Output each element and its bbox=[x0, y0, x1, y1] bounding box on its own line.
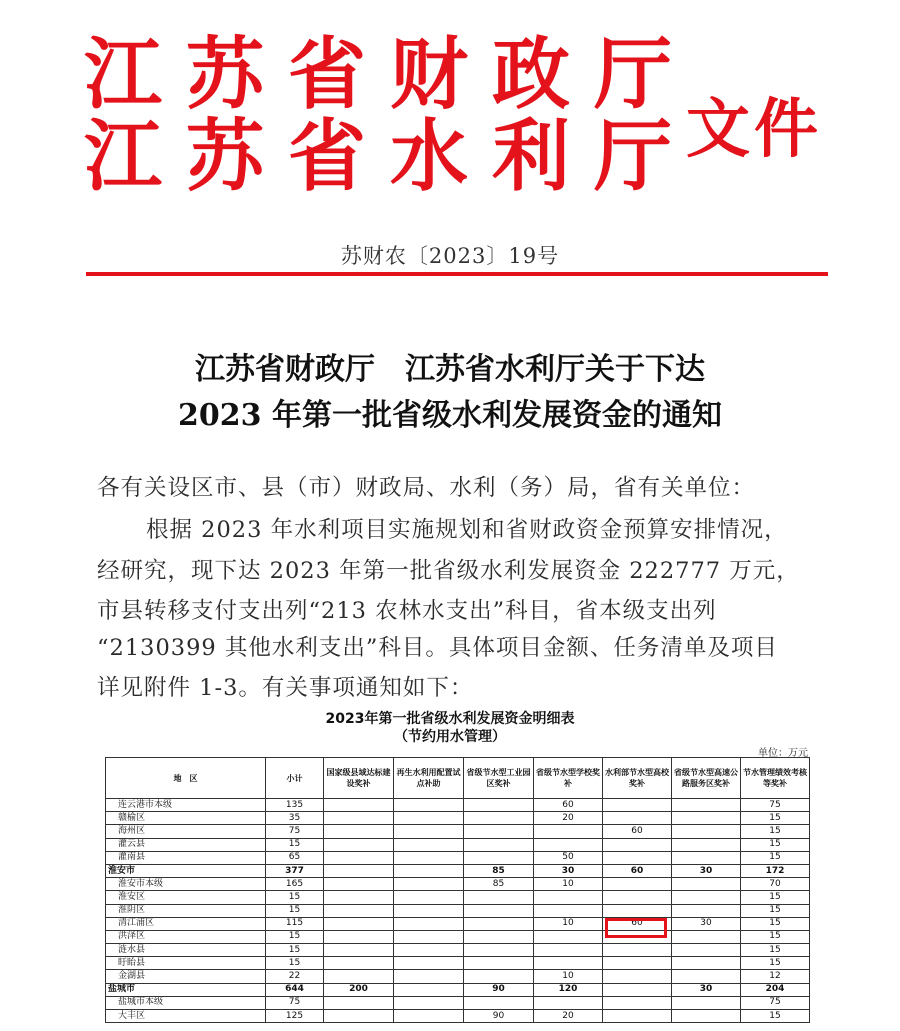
body-line-5: “2130399 其他水利支出”科目。具体项目金额、任务清单及项目 bbox=[97, 635, 778, 661]
region-cell: 洪泽区 bbox=[106, 930, 266, 943]
value-cell bbox=[672, 1010, 741, 1023]
region-cell: 涟水县 bbox=[106, 944, 266, 957]
body-line-3: 经研究，现下达 2023 年第一批省级水利发展资金 222777 万元， bbox=[97, 558, 800, 584]
column-header: 节水管理绩效考核等奖补 bbox=[741, 758, 810, 799]
value-cell: 120 bbox=[534, 983, 603, 996]
table-title: 2023年第一批省级水利发展资金明细表 bbox=[325, 711, 575, 727]
value-cell: 75 bbox=[266, 996, 324, 1009]
region-cell: 盐城市本级 bbox=[106, 996, 266, 1009]
column-header: 再生水利用配置试点补助 bbox=[394, 758, 464, 799]
value-cell bbox=[464, 904, 534, 917]
value-cell: 15 bbox=[741, 917, 810, 930]
value-cell: 65 bbox=[266, 851, 324, 864]
value-cell: 60 bbox=[534, 799, 603, 812]
value-cell bbox=[394, 930, 464, 943]
value-cell bbox=[603, 799, 672, 812]
value-cell: 15 bbox=[266, 944, 324, 957]
value-cell bbox=[672, 930, 741, 943]
body-line-6: 详见附件 1-3。有关事项通知如下： bbox=[97, 675, 474, 701]
value-cell bbox=[394, 996, 464, 1009]
value-cell bbox=[464, 970, 534, 983]
value-cell bbox=[394, 957, 464, 970]
value-cell bbox=[534, 825, 603, 838]
value-cell bbox=[324, 891, 394, 904]
value-cell: 10 bbox=[534, 970, 603, 983]
value-cell bbox=[324, 996, 394, 1009]
table-row bbox=[106, 838, 810, 851]
value-cell: 10 bbox=[534, 917, 603, 930]
value-cell: 75 bbox=[741, 996, 810, 1009]
region-cell: 金湖县 bbox=[106, 970, 266, 983]
value-cell: 75 bbox=[741, 799, 810, 812]
value-cell: 20 bbox=[534, 1010, 603, 1023]
value-cell: 15 bbox=[266, 904, 324, 917]
value-cell bbox=[672, 944, 741, 957]
value-cell bbox=[534, 930, 603, 943]
value-cell: 70 bbox=[741, 878, 810, 891]
region-cell: 大丰区 bbox=[106, 1010, 266, 1023]
table-row bbox=[106, 904, 810, 917]
table-row bbox=[106, 812, 810, 825]
notice-title-line-1: 江苏省财政厅 江苏省水利厅关于下达 bbox=[195, 352, 705, 387]
value-cell: 85 bbox=[464, 878, 534, 891]
value-cell bbox=[464, 930, 534, 943]
value-cell bbox=[603, 970, 672, 983]
document-number: 苏财农〔2023〕19号 bbox=[340, 244, 560, 268]
value-cell bbox=[394, 970, 464, 983]
table-unit: 单位：万元 bbox=[758, 748, 808, 759]
value-cell bbox=[534, 957, 603, 970]
value-cell: 15 bbox=[741, 1010, 810, 1023]
value-cell bbox=[603, 944, 672, 957]
value-cell: 50 bbox=[534, 851, 603, 864]
value-cell bbox=[324, 1010, 394, 1023]
value-cell: 165 bbox=[266, 878, 324, 891]
value-cell: 200 bbox=[324, 983, 394, 996]
value-cell: 15 bbox=[741, 812, 810, 825]
value-cell bbox=[324, 799, 394, 812]
value-cell: 30 bbox=[672, 917, 741, 930]
value-cell bbox=[603, 838, 672, 851]
value-cell bbox=[672, 838, 741, 851]
value-cell bbox=[534, 904, 603, 917]
value-cell bbox=[603, 957, 672, 970]
value-cell: 15 bbox=[741, 838, 810, 851]
value-cell: 15 bbox=[266, 891, 324, 904]
region-cell: 盐城市 bbox=[106, 983, 266, 996]
value-cell bbox=[464, 851, 534, 864]
value-cell bbox=[394, 944, 464, 957]
value-cell: 135 bbox=[266, 799, 324, 812]
value-cell bbox=[672, 970, 741, 983]
region-cell: 淮安市本级 bbox=[106, 878, 266, 891]
table-row bbox=[106, 878, 810, 891]
value-cell bbox=[394, 838, 464, 851]
value-cell bbox=[394, 825, 464, 838]
value-cell: 75 bbox=[266, 825, 324, 838]
value-cell bbox=[672, 996, 741, 1009]
value-cell: 20 bbox=[534, 812, 603, 825]
value-cell bbox=[672, 851, 741, 864]
value-cell: 10 bbox=[534, 878, 603, 891]
notice-title-line-2: 2023 年第一批省级水利发展资金的通知 bbox=[178, 398, 722, 433]
column-header: 省级节水型高速公路服务区奖补 bbox=[672, 758, 741, 799]
table-row bbox=[106, 996, 810, 1009]
value-cell bbox=[324, 864, 394, 877]
value-cell bbox=[394, 983, 464, 996]
column-header: 地 区 bbox=[106, 758, 266, 799]
value-cell: 204 bbox=[741, 983, 810, 996]
value-cell bbox=[394, 891, 464, 904]
value-cell bbox=[394, 812, 464, 825]
value-cell bbox=[464, 917, 534, 930]
value-cell: 15 bbox=[741, 851, 810, 864]
value-cell: 90 bbox=[464, 983, 534, 996]
value-cell: 85 bbox=[464, 864, 534, 877]
header-line-2: 江苏省水利厅 bbox=[84, 112, 697, 202]
body-line-1: 各有关设区市、县（市）财政局、水利（务）局，省有关单位： bbox=[97, 475, 756, 501]
value-cell bbox=[672, 878, 741, 891]
value-cell bbox=[324, 851, 394, 864]
red-divider bbox=[86, 272, 828, 276]
value-cell: 377 bbox=[266, 864, 324, 877]
value-cell bbox=[603, 996, 672, 1009]
value-cell: 60 bbox=[603, 864, 672, 877]
value-cell: 30 bbox=[672, 864, 741, 877]
table-row bbox=[106, 970, 810, 983]
column-header: 水利部节水型高校奖补 bbox=[603, 758, 672, 799]
region-cell: 灌南县 bbox=[106, 851, 266, 864]
value-cell: 90 bbox=[464, 1010, 534, 1023]
value-cell: 12 bbox=[741, 970, 810, 983]
table-row bbox=[106, 1010, 810, 1023]
value-cell bbox=[534, 996, 603, 1009]
value-cell bbox=[324, 970, 394, 983]
value-cell: 60 bbox=[603, 825, 672, 838]
value-cell bbox=[534, 944, 603, 957]
table-subtitle: （节约用水管理） bbox=[394, 729, 506, 745]
table-row bbox=[106, 930, 810, 943]
value-cell bbox=[394, 878, 464, 891]
value-cell bbox=[672, 957, 741, 970]
value-cell bbox=[464, 825, 534, 838]
value-cell bbox=[324, 904, 394, 917]
region-cell: 连云港市本级 bbox=[106, 799, 266, 812]
table-row bbox=[106, 851, 810, 864]
value-cell bbox=[324, 944, 394, 957]
region-cell: 淮安区 bbox=[106, 891, 266, 904]
value-cell bbox=[394, 1010, 464, 1023]
value-cell bbox=[464, 957, 534, 970]
value-cell bbox=[324, 812, 394, 825]
value-cell: 15 bbox=[741, 904, 810, 917]
table-header-row bbox=[106, 758, 810, 799]
value-cell bbox=[464, 812, 534, 825]
column-header: 省级节水型工业园区奖补 bbox=[464, 758, 534, 799]
value-cell: 15 bbox=[741, 891, 810, 904]
table-body bbox=[106, 799, 810, 1023]
value-cell: 22 bbox=[266, 970, 324, 983]
highlight-box bbox=[605, 918, 667, 938]
value-cell: 125 bbox=[266, 1010, 324, 1023]
body-line-4: 市县转移支付支出列“213 农林水支出”科目，省本级支出列 bbox=[97, 598, 717, 624]
value-cell: 35 bbox=[266, 812, 324, 825]
table-row bbox=[106, 944, 810, 957]
column-header: 小计 bbox=[266, 758, 324, 799]
value-cell bbox=[324, 917, 394, 930]
header-suffix: 文件 bbox=[686, 93, 822, 167]
value-cell bbox=[603, 851, 672, 864]
header-line-1: 江苏省财政厅 bbox=[84, 30, 697, 120]
value-cell bbox=[603, 878, 672, 891]
region-cell: 盱眙县 bbox=[106, 957, 266, 970]
value-cell bbox=[394, 917, 464, 930]
value-cell: 15 bbox=[266, 930, 324, 943]
value-cell bbox=[324, 838, 394, 851]
table-row bbox=[106, 825, 810, 838]
region-cell: 淮阴区 bbox=[106, 904, 266, 917]
value-cell bbox=[603, 1010, 672, 1023]
value-cell bbox=[603, 891, 672, 904]
value-cell: 15 bbox=[741, 957, 810, 970]
value-cell bbox=[394, 904, 464, 917]
value-cell: 644 bbox=[266, 983, 324, 996]
value-cell bbox=[603, 983, 672, 996]
value-cell: 15 bbox=[741, 944, 810, 957]
value-cell: 15 bbox=[266, 838, 324, 851]
value-cell: 15 bbox=[266, 957, 324, 970]
region-cell: 赣榆区 bbox=[106, 812, 266, 825]
value-cell bbox=[534, 838, 603, 851]
value-cell bbox=[324, 957, 394, 970]
value-cell bbox=[394, 864, 464, 877]
body-line-2: 根据 2023 年水利项目实施规划和省财政资金预算安排情况， bbox=[146, 517, 788, 543]
value-cell bbox=[324, 825, 394, 838]
table-row bbox=[106, 917, 810, 930]
value-cell bbox=[394, 799, 464, 812]
table-row bbox=[106, 891, 810, 904]
value-cell bbox=[672, 904, 741, 917]
region-cell: 海州区 bbox=[106, 825, 266, 838]
table-row bbox=[106, 799, 810, 812]
region-cell: 淮安市 bbox=[106, 864, 266, 877]
value-cell bbox=[672, 891, 741, 904]
region-cell: 灌云县 bbox=[106, 838, 266, 851]
value-cell bbox=[672, 825, 741, 838]
value-cell bbox=[672, 812, 741, 825]
column-header: 国家级县域达标建设奖补 bbox=[324, 758, 394, 799]
table-row bbox=[106, 864, 810, 877]
value-cell: 60 bbox=[603, 917, 672, 930]
value-cell: 115 bbox=[266, 917, 324, 930]
value-cell bbox=[324, 878, 394, 891]
value-cell bbox=[464, 891, 534, 904]
value-cell bbox=[534, 891, 603, 904]
value-cell bbox=[672, 799, 741, 812]
value-cell bbox=[464, 799, 534, 812]
table-row bbox=[106, 957, 810, 970]
value-cell bbox=[324, 930, 394, 943]
region-cell: 清江浦区 bbox=[106, 917, 266, 930]
value-cell bbox=[464, 944, 534, 957]
value-cell bbox=[464, 838, 534, 851]
value-cell: 172 bbox=[741, 864, 810, 877]
table-row bbox=[106, 983, 810, 996]
value-cell bbox=[603, 812, 672, 825]
value-cell: 30 bbox=[534, 864, 603, 877]
value-cell: 30 bbox=[672, 983, 741, 996]
value-cell bbox=[603, 904, 672, 917]
column-header: 省级节水型学校奖补 bbox=[534, 758, 603, 799]
value-cell: 15 bbox=[741, 825, 810, 838]
value-cell: 15 bbox=[741, 930, 810, 943]
value-cell bbox=[394, 851, 464, 864]
funding-detail-table bbox=[105, 757, 810, 1023]
value-cell bbox=[464, 996, 534, 1009]
